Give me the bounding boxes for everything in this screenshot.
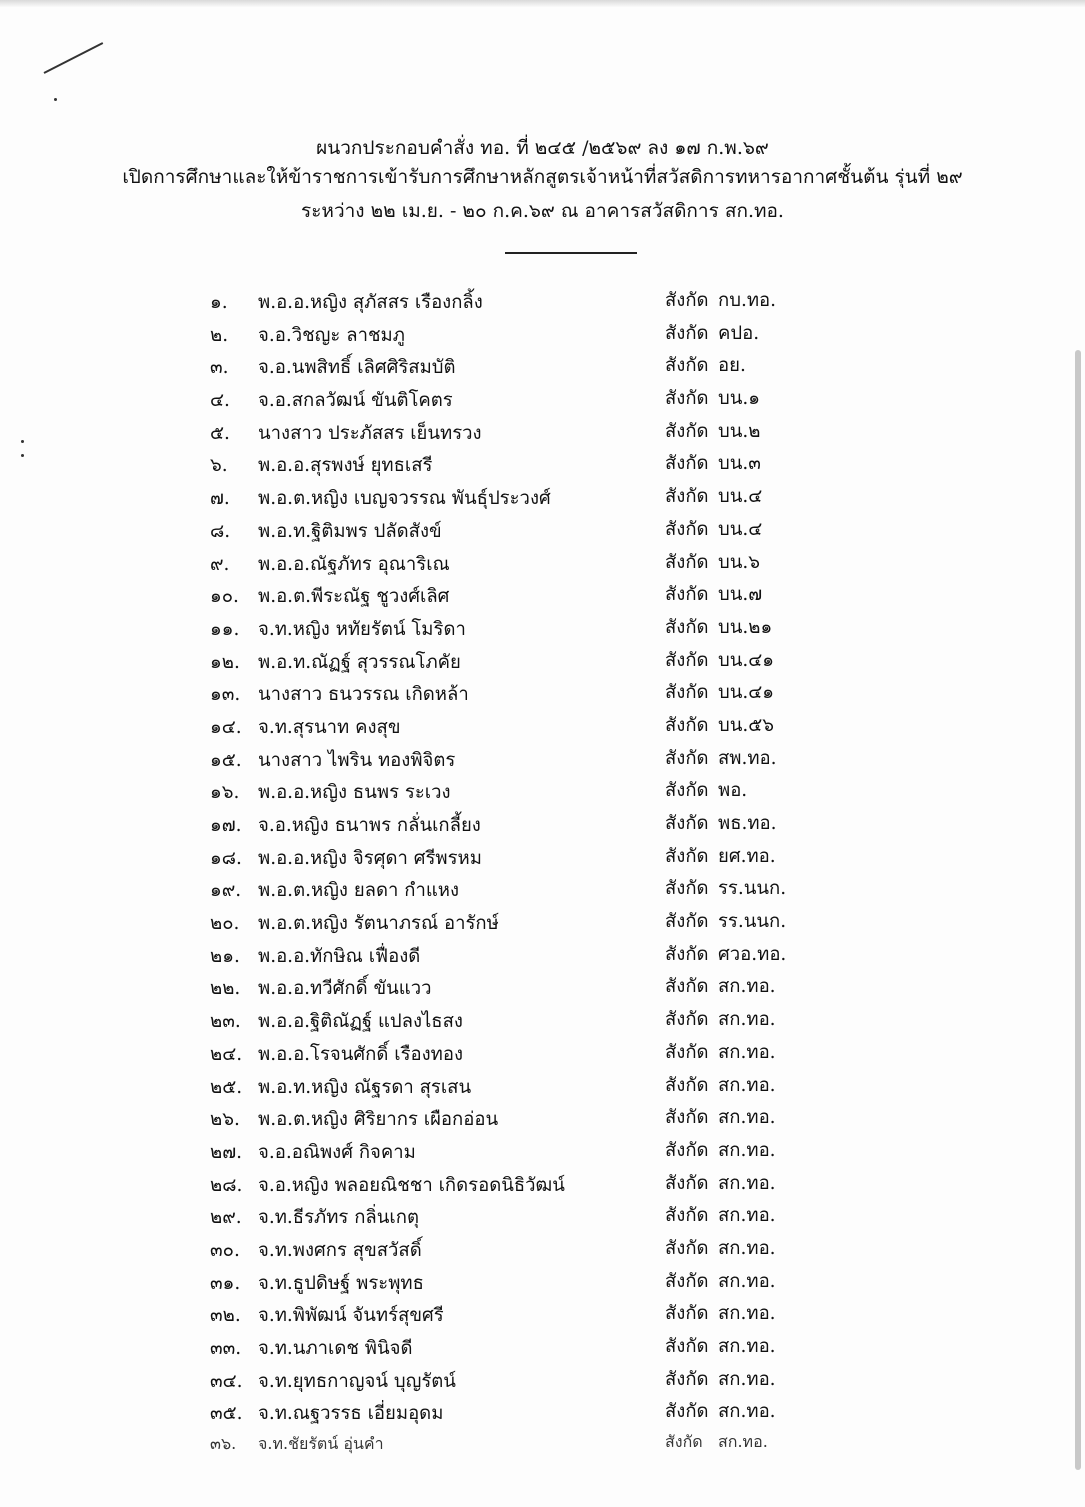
unit-label: สังกัด	[665, 290, 709, 311]
row-number: ๑๒.	[210, 651, 240, 673]
unit-name: บน.๒๑	[718, 616, 773, 638]
unit-name: สก.ทอ.	[718, 1041, 776, 1063]
roster-row	[0, 809, 1085, 842]
unit-name: สพ.ทอ.	[718, 747, 777, 769]
row-number: ๓๐.	[210, 1239, 240, 1261]
person-name: จ.ท.ธูปดิษฐ์ พระพุทธ	[258, 1272, 424, 1294]
unit-name: อย.	[718, 355, 746, 377]
person-name: จ.อ.อณิพงศ์ กิจคาม	[258, 1141, 416, 1163]
row-number: ๑๙.	[210, 880, 242, 902]
unit-name: สก.ทอ.	[718, 1237, 776, 1259]
unit-label: สังกัด	[665, 355, 709, 377]
roster-row	[0, 776, 1085, 809]
document-period-line: ระหว่าง ๒๒ เม.ย. - ๒๐ ก.ค.๖๙ ณ อาคารสวัสดิการ สก.ทอ.	[301, 200, 784, 222]
roster-row	[0, 1038, 1085, 1071]
document-title-line: เปิดการศึกษาและให้ข้าราชการเข้ารับการศึกษาหลักสูตรเจ้าหน้าที่สวัสดิการทหารอากาศชั้นต้น รุ่นที่ ๒๙	[122, 166, 963, 188]
row-number: ๓๑.	[210, 1272, 241, 1294]
person-name: จ.ท.ยุทธกาญจน์ บุญรัตน์	[258, 1370, 456, 1392]
person-name: จ.อ.นพสิทธิ์ เลิศศิริสมบัติ	[258, 357, 456, 379]
document-reference-line: ผนวกประกอบคำสั่ง ทอ. ที่ ๒๔๕ /๒๕๖๙ ลง ๑๗ ก.พ.๖๙	[316, 137, 769, 159]
roster-row	[0, 613, 1085, 646]
person-name: พ.อ.อ.ทวีศักดิ์ ขันแวว	[258, 978, 432, 1000]
unit-name: สก.ทอ.	[718, 1432, 768, 1452]
unit-name: บน.๑	[718, 388, 761, 410]
person-name: นางสาว ไพริน ทองพิจิตร	[258, 749, 456, 771]
unit-label: สังกัด	[665, 747, 709, 769]
roster-row	[0, 1103, 1085, 1136]
unit-name: สก.ทอ.	[718, 1401, 776, 1423]
roster-row	[0, 711, 1085, 744]
row-number: ๒๔.	[210, 1043, 243, 1065]
unit-label: สังกัด	[665, 518, 709, 540]
unit-label: สังกัด	[665, 943, 709, 965]
person-name: จ.ท.นภาเดช พินิจดี	[258, 1338, 413, 1359]
roster-row	[0, 907, 1085, 940]
unit-name: สก.ทอ.	[718, 1368, 776, 1390]
unit-label: สังกัด	[665, 1336, 709, 1357]
unit-name: พอ.	[718, 780, 748, 802]
person-name: จ.ท.สุรนาท คงสุข	[258, 716, 401, 738]
roster-row	[0, 1005, 1085, 1038]
roster-row	[0, 874, 1085, 907]
unit-name: สก.ทอ.	[718, 1205, 776, 1227]
row-number: ๑๓.	[210, 684, 241, 706]
unit-name: บน.๗	[718, 584, 763, 606]
roster-row	[0, 1267, 1085, 1300]
roster-row	[0, 1169, 1085, 1202]
unit-label: สังกัด	[665, 1074, 709, 1096]
row-number: ๒.	[210, 324, 229, 346]
unit-label: สังกัด	[665, 1432, 703, 1452]
row-number: ๑๐.	[210, 586, 239, 608]
roster-row	[0, 1136, 1085, 1169]
unit-name: ศวอ.ทอ.	[718, 943, 787, 965]
row-number: ๒๙.	[210, 1207, 242, 1229]
row-number: ๓.	[210, 357, 229, 379]
page-top-edge	[0, 0, 1085, 8]
unit-name: สก.ทอ.	[718, 1270, 776, 1292]
person-name: พ.อ.ท.ฐิติมพร ปลัดสังข์	[258, 520, 442, 542]
unit-label: สังกัด	[665, 878, 709, 900]
unit-label: สังกัด	[665, 1172, 709, 1194]
roster-row	[0, 1234, 1085, 1267]
unit-label: สังกัด	[665, 714, 709, 736]
unit-label: สังกัด	[665, 486, 709, 508]
person-name: พ.อ.อ.ทักษิณ เฟื่องดี	[258, 945, 421, 967]
unit-label: สังกัด	[665, 1368, 709, 1390]
row-number: ๓๖.	[210, 1434, 237, 1454]
unit-name: สก.ทอ.	[718, 1107, 776, 1129]
row-number: ๒๓.	[210, 1011, 241, 1033]
unit-label: สังกัด	[665, 420, 709, 442]
person-name: จ.อ.หญิง ธนาพร กลั่นเกลี้ยง	[258, 815, 481, 836]
unit-name: สก.ทอ.	[718, 976, 776, 998]
row-number: ๖.	[210, 455, 228, 477]
roster-row	[0, 384, 1085, 417]
scrollbar-thumb[interactable]	[1075, 350, 1081, 1470]
row-number: ๑๖.	[210, 782, 240, 804]
pen-dot-mark	[54, 98, 57, 101]
unit-name: บน.๔	[718, 518, 763, 540]
roster-row	[0, 1332, 1085, 1365]
unit-name: รร.นนก.	[718, 911, 787, 933]
unit-label: สังกัด	[665, 649, 709, 671]
unit-label: สังกัด	[665, 911, 709, 933]
person-name: จ.ท.ชัยรัตน์ อุ่นคำ	[258, 1434, 384, 1454]
roster-row	[0, 482, 1085, 515]
unit-label: สังกัด	[665, 616, 709, 638]
roster-row	[0, 548, 1085, 581]
person-name: พ.อ.อ.หญิง จิรศุดา ศรีพรหม	[258, 847, 482, 869]
row-number: ๒๐.	[210, 913, 240, 935]
person-name: จ.ท.พิพัฒน์ จันทร์สุขศรี	[258, 1305, 444, 1327]
unit-name: บน.๔๑	[718, 682, 775, 704]
unit-label: สังกัด	[665, 1107, 709, 1129]
row-number: ๔.	[210, 390, 230, 412]
roster-row	[0, 580, 1085, 613]
unit-name: สก.ทอ.	[718, 1074, 776, 1096]
roster-row	[0, 744, 1085, 777]
person-name: พ.อ.อ.ณัฐภัทร อุณาริเณ	[258, 553, 450, 575]
unit-label: สังกัด	[665, 682, 709, 704]
header-divider	[505, 252, 637, 254]
person-name: พ.อ.อ.หญิง สุภัสสร เรืองกลิ้ง	[258, 292, 483, 313]
unit-label: สังกัด	[665, 976, 709, 998]
person-name: พ.อ.ต.พีระณัฐ ชูวงศ์เลิศ	[258, 586, 450, 608]
person-name: พ.อ.อ.สุรพงษ์ ยุทธเสรี	[258, 455, 433, 477]
unit-name: สก.ทอ.	[718, 1009, 776, 1031]
unit-label: สังกัด	[665, 1270, 709, 1292]
row-number: ๕.	[210, 422, 230, 444]
roster-row	[0, 1397, 1085, 1430]
roster-row	[0, 1071, 1085, 1104]
roster-row	[0, 940, 1085, 973]
row-number: ๗.	[210, 488, 230, 510]
row-number: ๑๕.	[210, 749, 242, 771]
unit-label: สังกัด	[665, 1009, 709, 1031]
roster-row	[0, 1201, 1085, 1234]
unit-label: สังกัด	[665, 845, 709, 867]
row-number: ๑๔.	[210, 716, 242, 738]
row-number: ๒๖.	[210, 1109, 240, 1131]
unit-label: สังกัด	[665, 551, 709, 573]
row-number: ๑๘.	[210, 847, 242, 869]
unit-name: กบ.ทอ.	[718, 290, 777, 311]
unit-name: รร.นนก.	[718, 878, 787, 900]
unit-label: สังกัด	[665, 1041, 709, 1063]
unit-label: สังกัด	[665, 388, 709, 410]
row-number: ๒๑.	[210, 945, 240, 967]
unit-label: สังกัด	[665, 453, 709, 475]
person-name: นางสาว ธนวรรณ เกิดหล้า	[258, 684, 469, 706]
row-number: ๒๕.	[210, 1076, 243, 1098]
unit-name: บน.๔	[718, 486, 763, 508]
unit-name: สก.ทอ.	[718, 1172, 776, 1194]
person-name: พ.อ.ท.ณัฏฐ์ สุวรรณโภคัย	[258, 651, 461, 673]
unit-name: คปอ.	[718, 322, 760, 344]
row-number: ๓๓.	[210, 1338, 242, 1359]
roster-list	[0, 286, 1085, 1463]
person-name: พ.อ.ต.หญิง ยลดา กำแหง	[258, 880, 460, 902]
unit-label: สังกัด	[665, 322, 709, 344]
row-number: ๑๑.	[210, 618, 240, 640]
unit-label: สังกัด	[665, 1237, 709, 1259]
row-number: ๓๒.	[210, 1305, 241, 1327]
person-name: พ.อ.ต.หญิง เบญจวรรณ พันธุ์ประวงศ์	[258, 488, 551, 510]
row-number: ๘.	[210, 520, 231, 542]
unit-name: บน.๔๑	[718, 649, 775, 671]
row-number: ๓๔.	[210, 1370, 243, 1392]
unit-name: สก.ทอ.	[718, 1303, 776, 1325]
person-name: จ.อ.วิชญะ ลาชมภู	[258, 324, 405, 346]
unit-name: บน.๖	[718, 551, 761, 573]
roster-row	[0, 449, 1085, 482]
unit-label: สังกัด	[665, 1401, 709, 1423]
row-number: ๓๕.	[210, 1403, 243, 1425]
unit-name: บน.๒	[718, 420, 761, 442]
unit-name: บน.๕๖	[718, 714, 775, 736]
unit-name: สก.ทอ.	[718, 1139, 776, 1161]
person-name: พ.อ.ท.หญิง ณัฐรดา สุรเสน	[258, 1076, 472, 1098]
person-name: พ.อ.ต.หญิง รัตนาภรณ์ อารักษ์	[258, 913, 499, 935]
row-number: ๒๒.	[210, 978, 241, 1000]
unit-label: สังกัด	[665, 1139, 709, 1161]
roster-row	[0, 1299, 1085, 1332]
row-number: ๒๗.	[210, 1141, 242, 1163]
person-name: พ.อ.อ.โรจนศักดิ์ เรืองทอง	[258, 1043, 463, 1065]
roster-row	[0, 678, 1085, 711]
unit-name: พธ.ทอ.	[718, 813, 777, 834]
roster-row	[0, 842, 1085, 875]
row-number: ๒๘.	[210, 1174, 243, 1196]
unit-name: สก.ทอ.	[718, 1336, 776, 1357]
roster-row	[0, 515, 1085, 548]
unit-label: สังกัด	[665, 780, 709, 802]
person-name: จ.อ.สกลวัฒน์ ขันติโคตร	[258, 390, 453, 412]
roster-row	[0, 1430, 1085, 1463]
unit-label: สังกัด	[665, 813, 709, 834]
row-number: ๙.	[210, 553, 230, 575]
person-name: พ.อ.อ.ฐิติณัฏฐ์ แปลงไธสง	[258, 1011, 463, 1033]
unit-label: สังกัด	[665, 584, 709, 606]
roster-row	[0, 351, 1085, 384]
unit-name: บน.๓	[718, 453, 761, 475]
person-name: จ.ท.ธีรภัทร กลิ่นเกตุ	[258, 1207, 419, 1229]
person-name: พ.อ.อ.หญิง ธนพร ระเวง	[258, 782, 451, 804]
unit-label: สังกัด	[665, 1303, 709, 1325]
unit-name: ยศ.ทอ.	[718, 845, 776, 867]
roster-row	[0, 646, 1085, 679]
unit-label: สังกัด	[665, 1205, 709, 1227]
pen-stroke-mark	[44, 42, 104, 74]
roster-row	[0, 417, 1085, 450]
person-name: นางสาว ประภัสสร เย็นทรวง	[258, 422, 482, 444]
row-number: ๑๗.	[210, 815, 242, 836]
person-name: จ.ท.หญิง หทัยรัตน์ โมริดา	[258, 618, 466, 640]
roster-row	[0, 286, 1085, 319]
person-name: จ.อ.หญิง พลอยณิชชา เกิดรอดนิธิวัฒน์	[258, 1174, 565, 1196]
person-name: จ.ท.พงศกร สุขสวัสดิ์	[258, 1239, 422, 1261]
roster-row	[0, 1365, 1085, 1398]
row-number: ๑.	[210, 292, 228, 313]
roster-row	[0, 972, 1085, 1005]
roster-row	[0, 319, 1085, 352]
person-name: จ.ท.ณฐวรรธ เอี่ยมอุดม	[258, 1403, 444, 1425]
person-name: พ.อ.ต.หญิง ศิริยากร เผือกอ่อน	[258, 1109, 499, 1131]
